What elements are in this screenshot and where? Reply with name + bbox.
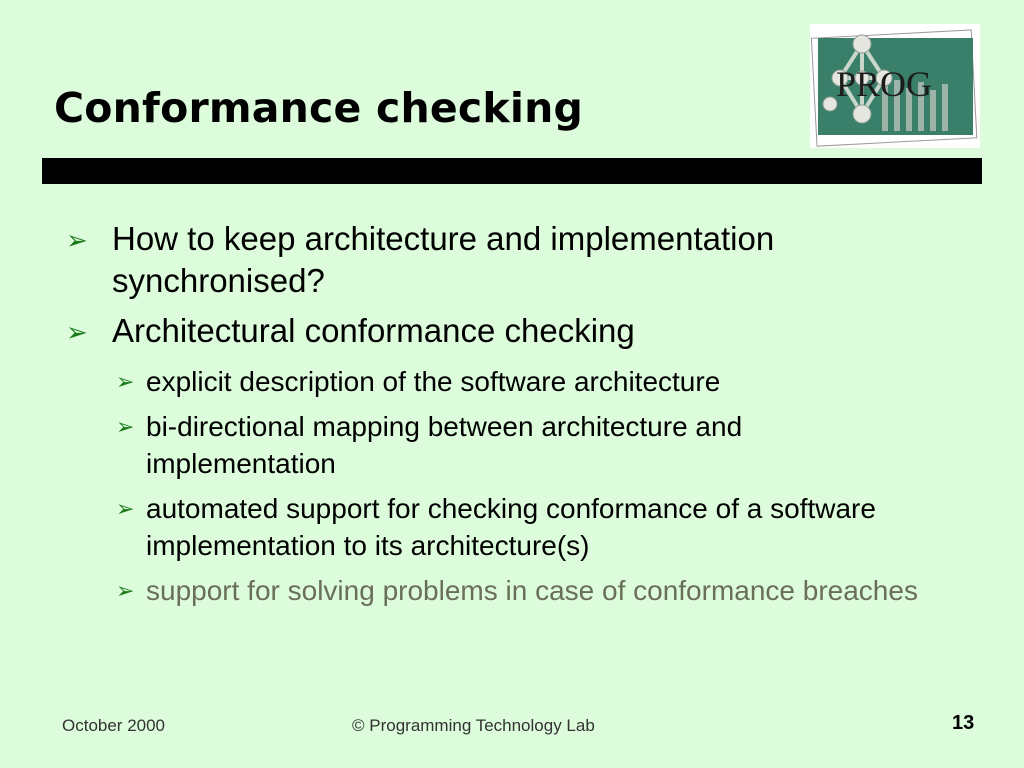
arrow-right-icon: ➢ bbox=[66, 318, 88, 348]
sub-bullet-item bbox=[116, 572, 946, 609]
arrow-right-icon: ➢ bbox=[116, 497, 135, 522]
bullet-text: bi-directional mapping between architecture and implementation bbox=[146, 411, 743, 479]
bullet-text: support for solving problems in case of conformance breaches bbox=[146, 575, 918, 606]
bullet-text: How to keep architecture and implementation synchronised? bbox=[112, 220, 775, 299]
logo-text: PROG bbox=[836, 64, 933, 104]
footer-date: October 2000 bbox=[62, 716, 166, 735]
sub-bullet-item bbox=[116, 408, 906, 482]
arrow-right-icon: ➢ bbox=[116, 579, 135, 604]
bullet-text: Architectural conformance checking bbox=[112, 312, 635, 349]
arrow-right-icon: ➢ bbox=[66, 226, 88, 256]
arrow-right-icon: ➢ bbox=[116, 370, 135, 395]
bullet-text: explicit description of the software architecture bbox=[146, 366, 721, 397]
page-number: 13 bbox=[952, 712, 975, 734]
slide-title: Conformance checking bbox=[54, 84, 584, 132]
bullet-text: automated support for checking conformance of a software implementation to its architecture(s) bbox=[146, 493, 876, 561]
arrow-right-icon: ➢ bbox=[116, 415, 135, 440]
sub-bullet-item bbox=[116, 490, 916, 564]
sub-bullet-item bbox=[116, 363, 946, 400]
bullet-item bbox=[66, 218, 946, 302]
bullet-item bbox=[66, 310, 946, 352]
footer-copyright: © Programming Technology Lab bbox=[352, 716, 595, 735]
